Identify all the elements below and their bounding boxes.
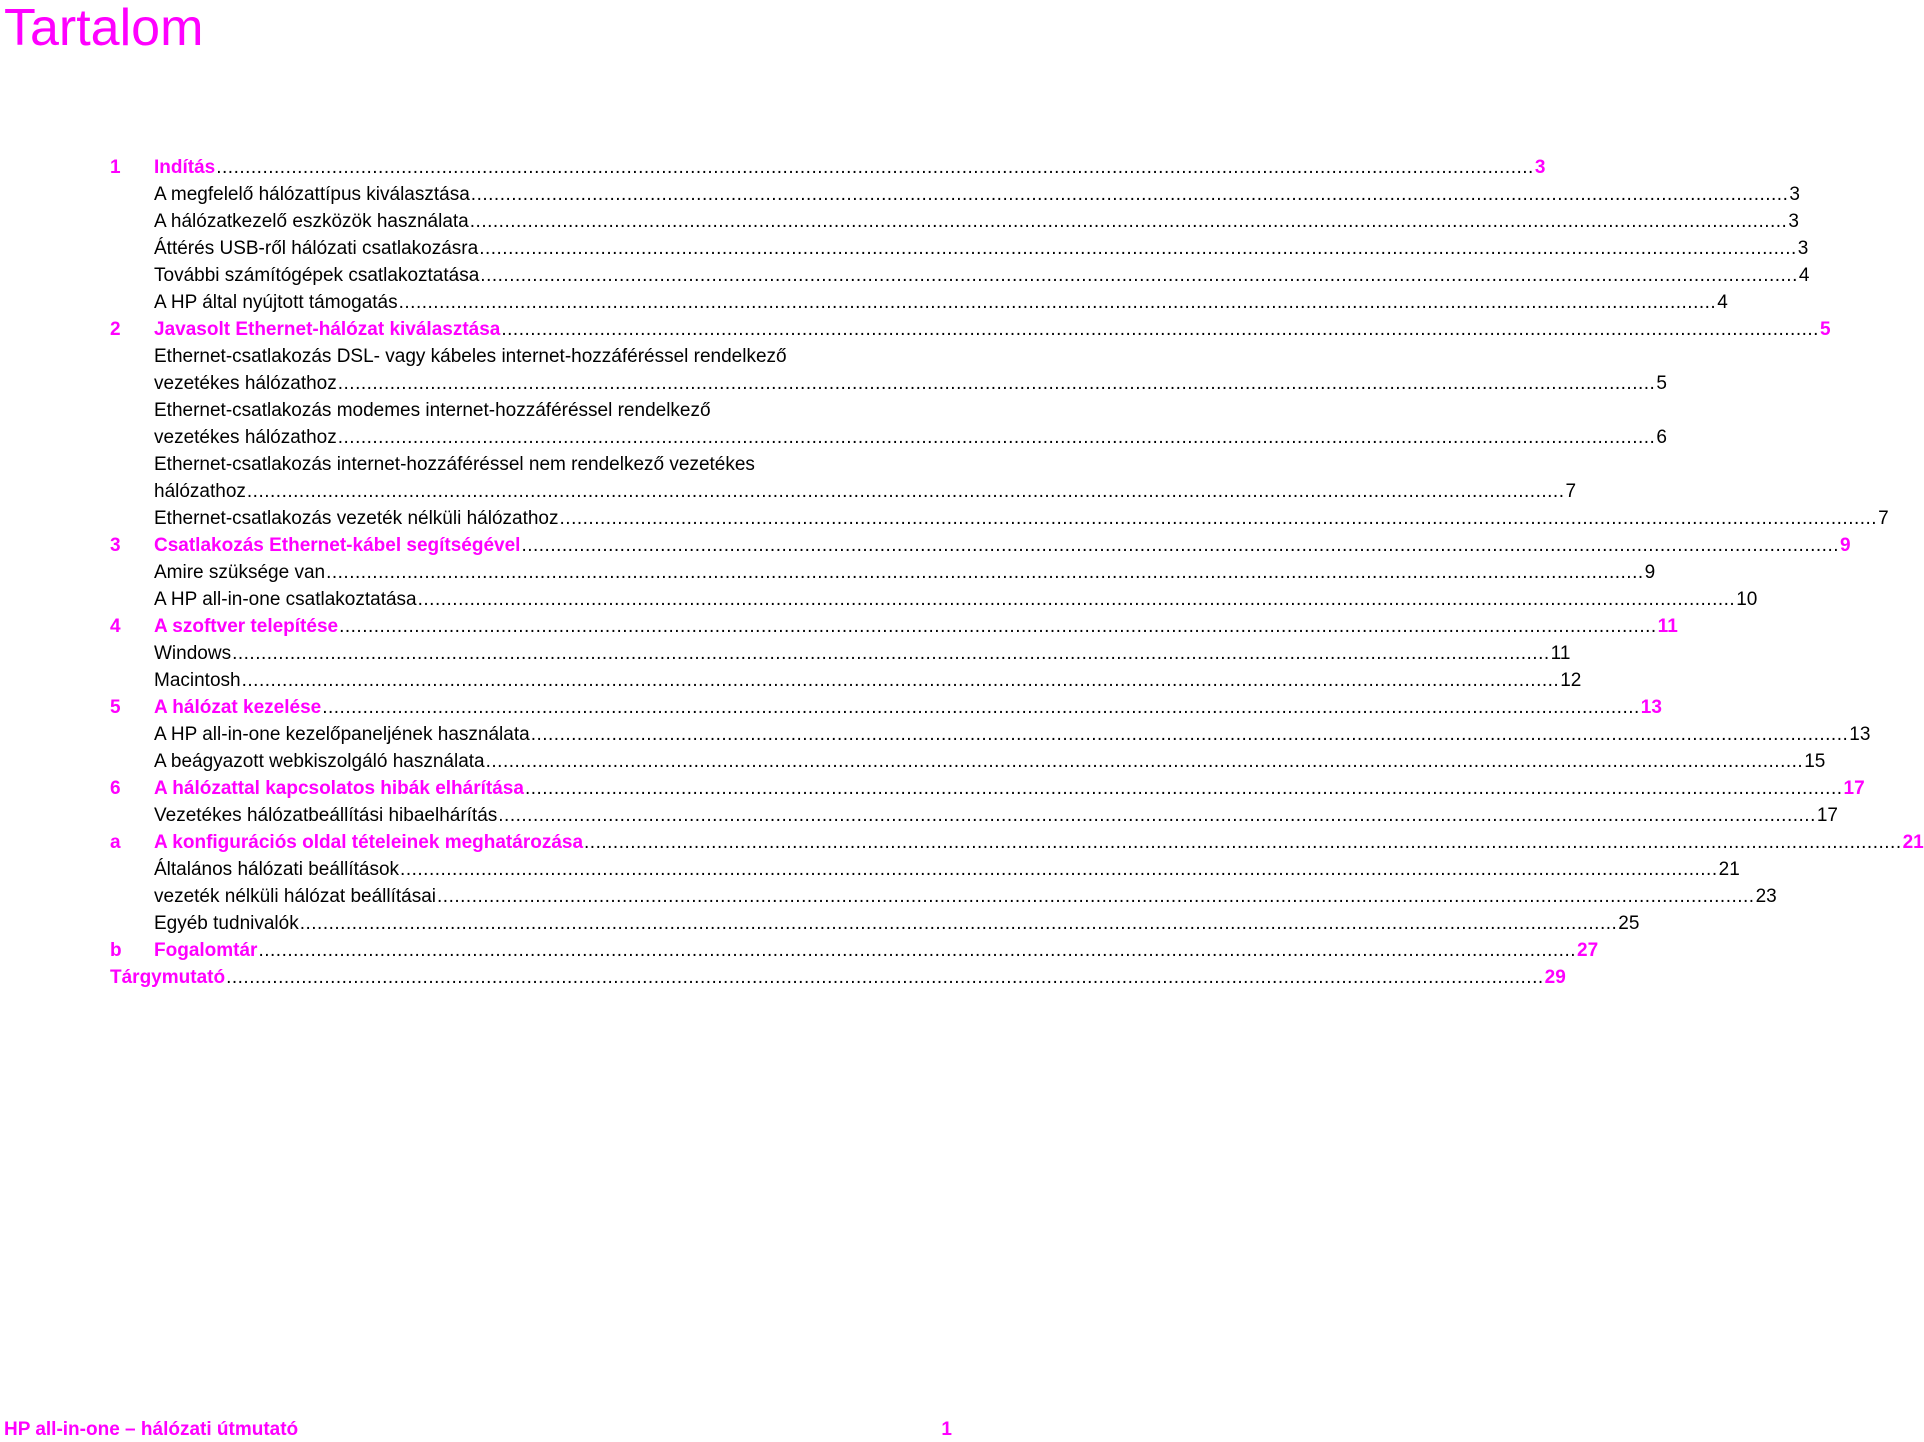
toc-entry-title: Ethernet-csatlakozás DSL- vagy kábeles internet-hozzáféréssel rendelkező — [154, 346, 787, 367]
toc-entry-number: 4 — [110, 616, 121, 637]
toc-entry[interactable] — [110, 856, 1740, 883]
toc-entry-title: Javasolt Ethernet-hálózat kiválasztása — [154, 319, 501, 340]
toc-entry-title-continuation: hálózathoz — [154, 481, 246, 502]
toc-entry-title: Amire szüksége van — [154, 562, 326, 583]
toc-entry-page: 3 — [1788, 211, 1799, 232]
dot-leader — [216, 154, 1534, 181]
toc-entry-continuation[interactable] — [110, 370, 1667, 397]
toc-chapter-entry[interactable] — [110, 964, 1566, 991]
dot-leader — [232, 640, 1550, 667]
toc-chapter-entry[interactable] — [110, 694, 1662, 721]
toc-entry-number: 3 — [110, 535, 121, 556]
toc-entry-title: Ethernet-csatlakozás internet-hozzáféréssel nem rendelkező vezetékes — [154, 454, 755, 475]
toc-entry-title: A szoftver telepítése — [154, 616, 339, 637]
toc-entry-continuation[interactable] — [110, 424, 1667, 451]
toc-entry[interactable] — [110, 235, 1809, 262]
toc-entry[interactable] — [110, 289, 1728, 316]
toc-entry-page: 29 — [1544, 967, 1566, 988]
dot-leader — [480, 262, 1798, 289]
toc-entry[interactable] — [110, 640, 1571, 667]
toc-entry-title: További számítógépek csatlakoztatása — [154, 265, 480, 286]
dot-leader — [501, 316, 1819, 343]
toc-entry[interactable] — [110, 181, 1800, 208]
toc-entry-title: A HP által nyújtott támogatás — [154, 292, 398, 313]
toc-entry-number: 6 — [110, 778, 121, 799]
toc-entry-page: 3 — [1789, 184, 1800, 205]
table-of-contents — [110, 154, 1924, 991]
toc-entry[interactable] — [110, 559, 1656, 586]
toc-entry-page: 6 — [1656, 427, 1667, 448]
toc-entry-page: 15 — [1804, 751, 1826, 772]
toc-entry[interactable] — [110, 208, 1799, 235]
toc-entry-page: 7 — [1565, 481, 1577, 502]
toc-entry-page: 27 — [1577, 940, 1599, 961]
toc-chapter-entry[interactable] — [110, 937, 1599, 964]
toc-entry-title: A hálózatkezelő eszközök használata — [154, 211, 469, 232]
toc-entry-page: 3 — [1797, 238, 1809, 259]
toc-entry-page: 9 — [1644, 562, 1656, 583]
toc-entry-number: 2 — [110, 319, 121, 340]
toc-entry-page: 5 — [1819, 319, 1831, 340]
toc-entry[interactable] — [110, 451, 956, 478]
toc-entry-page: 21 — [1718, 859, 1740, 880]
dot-leader — [584, 829, 1902, 856]
toc-entry[interactable] — [110, 883, 1777, 910]
toc-entry-page: 17 — [1816, 805, 1838, 826]
toc-entry-title: Windows — [154, 643, 232, 664]
toc-entry-title: A HP all-in-one csatlakoztatása — [154, 589, 417, 610]
dot-leader — [560, 505, 1878, 532]
toc-entry-title: Fogalomtár — [154, 940, 258, 961]
dot-leader — [437, 883, 1755, 910]
dot-leader — [338, 370, 1656, 397]
toc-entry-title: A HP all-in-one kezelőpaneljének használata — [154, 724, 530, 745]
toc-entry-continuation[interactable] — [110, 478, 1577, 505]
dot-leader — [470, 208, 1788, 235]
toc-entry-page: 5 — [1656, 373, 1667, 394]
toc-entry-title: Általános hálózati beállítások — [154, 859, 400, 880]
toc-chapter-entry[interactable] — [110, 775, 1865, 802]
toc-entry-title: Egyéb tudnivalók — [154, 913, 299, 934]
dot-leader — [226, 964, 1544, 991]
toc-entry-page: 7 — [1878, 508, 1889, 529]
toc-entry-number: 5 — [110, 697, 121, 718]
toc-entry[interactable] — [110, 262, 1810, 289]
footer-page-number: 1 — [941, 1419, 952, 1440]
toc-entry-page: 21 — [1902, 832, 1924, 853]
toc-entry-page: 3 — [1534, 157, 1546, 178]
toc-entry[interactable] — [110, 586, 1758, 613]
footer-document-title: HP all-in-one – hálózati útmutató — [4, 1419, 299, 1440]
toc-entry-title: Tárgymutató — [110, 967, 226, 988]
toc-entry-page: 23 — [1755, 886, 1777, 907]
toc-entry-title: A konfigurációs oldal tételeinek meghatározása — [154, 832, 584, 853]
toc-entry-title: vezeték nélküli hálózat beállításai — [154, 886, 437, 907]
toc-entry-page: 13 — [1640, 697, 1662, 718]
toc-entry-page: 11 — [1657, 616, 1678, 637]
toc-entry-number: b — [110, 940, 122, 961]
toc-entry-title: Ethernet-csatlakozás vezeték nélküli hálózathoz — [154, 508, 559, 529]
toc-entry-title-continuation: vezetékes hálózathoz — [154, 373, 337, 394]
toc-chapter-entry[interactable] — [110, 154, 1546, 181]
toc-entry-title: Vezetékes hálózatbeállítási hibaelhárítás — [154, 805, 498, 826]
dot-leader — [521, 532, 1839, 559]
toc-entry[interactable] — [110, 910, 1640, 937]
toc-entry[interactable] — [110, 667, 1582, 694]
dot-leader — [242, 667, 1560, 694]
dot-leader — [486, 748, 1804, 775]
toc-chapter-entry[interactable] — [110, 613, 1678, 640]
toc-entry-title: Macintosh — [154, 670, 241, 691]
toc-entry[interactable] — [110, 505, 1889, 532]
toc-entry-title: A hálózattal kapcsolatos hibák elhárítása — [154, 778, 524, 799]
toc-entry-number: a — [110, 832, 121, 853]
toc-entry-page: 4 — [1717, 292, 1728, 313]
toc-entry-page: 25 — [1618, 913, 1640, 934]
dot-leader — [498, 802, 1816, 829]
toc-entry-title: A megfelelő hálózattípus kiválasztása — [154, 184, 470, 205]
toc-entry[interactable] — [110, 802, 1838, 829]
dot-leader — [258, 937, 1576, 964]
toc-entry-page: 10 — [1736, 589, 1758, 610]
dot-leader — [479, 235, 1797, 262]
toc-entry[interactable] — [110, 748, 1826, 775]
toc-entry-page: 4 — [1798, 265, 1810, 286]
toc-entry-title: Ethernet-csatlakozás modemes internet-hozzáféréssel rendelkező — [154, 400, 711, 421]
toc-entry-page: 9 — [1840, 535, 1851, 556]
toc-chapter-entry[interactable] — [110, 532, 1851, 559]
dot-leader — [247, 478, 1565, 505]
toc-entry-title: A hálózat kezelése — [154, 697, 322, 718]
dot-leader — [399, 289, 1717, 316]
toc-entry-title: Áttérés USB-ről hálózati csatlakozásra — [154, 238, 479, 259]
toc-entry-page: 11 — [1550, 643, 1571, 664]
toc-entry-title-continuation: vezetékes hálózathoz — [154, 427, 337, 448]
toc-entry-page: 13 — [1849, 724, 1871, 745]
toc-entry-title: Indítás — [154, 157, 216, 178]
dot-leader — [300, 910, 1618, 937]
dot-leader — [400, 856, 1718, 883]
dot-leader — [339, 613, 1657, 640]
dot-leader — [418, 586, 1736, 613]
dot-leader — [326, 559, 1644, 586]
dot-leader — [531, 721, 1849, 748]
toc-entry-title: Csatlakozás Ethernet-kábel segítségével — [154, 535, 521, 556]
toc-entry[interactable] — [110, 343, 956, 370]
toc-entry-title: A beágyazott webkiszolgáló használata — [154, 751, 485, 772]
page-title: Tartalom — [4, 0, 204, 57]
toc-chapter-entry[interactable] — [110, 316, 1831, 343]
dot-leader — [338, 424, 1656, 451]
dot-leader — [322, 694, 1640, 721]
toc-entry-number: 1 — [110, 157, 121, 178]
toc-entry[interactable] — [110, 721, 1871, 748]
toc-chapter-entry[interactable] — [110, 829, 1924, 856]
toc-entry-page: 12 — [1560, 670, 1582, 691]
toc-entry-page: 17 — [1843, 778, 1865, 799]
dot-leader — [525, 775, 1843, 802]
toc-entry[interactable] — [110, 397, 956, 424]
dot-leader — [471, 181, 1789, 208]
